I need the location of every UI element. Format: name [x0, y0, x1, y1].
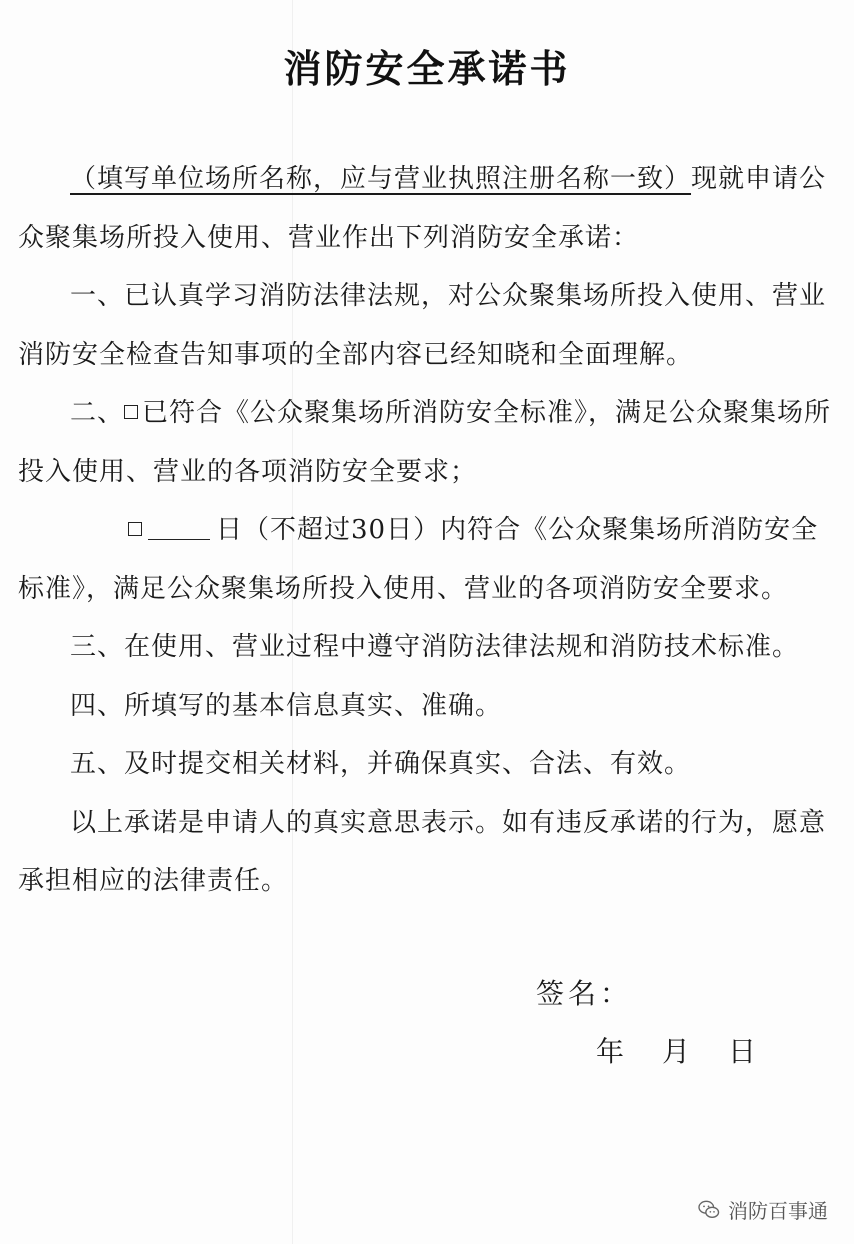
date-month-label: 月	[662, 1035, 691, 1068]
date-line	[596, 1030, 756, 1070]
date-year-label: 年	[596, 1035, 625, 1068]
watermark-text: 消防百事通	[728, 1199, 828, 1223]
item-2-option-b-text: 日（不超过30日）内符合《公众聚集场所消防安全标准》，满足公众聚集场所投入使用、营业的各项消防安全要求。	[18, 515, 819, 604]
checkbox-icon	[128, 522, 142, 536]
signature-label: 签名：	[536, 977, 633, 1010]
intro-rest: 现就申请公众聚集场所投入使用、营业作出下列消防安全承诺：	[18, 164, 827, 253]
item-5: 五、及时提交相关材料，并确保真实、合法、有效。	[70, 749, 692, 779]
document-body	[18, 150, 838, 911]
document-title: 消防安全承诺书	[283, 47, 571, 91]
date-day-label: 日	[728, 1035, 757, 1068]
intro-underlined-placeholder: （填写单位场所名称，应与营业执照注册名称一致）	[70, 164, 692, 194]
item-2-option-b	[18, 501, 838, 618]
item-2-option-a-text: 已符合《公众聚集场所消防安全标准》，满足公众聚集场所投入使用、营业的各项消防安全要求；	[18, 398, 832, 487]
checkbox-icon	[124, 405, 138, 419]
item-1: 一、已认真学习消防法律法规，对公众聚集场所投入使用、营业消防安全检查告知事项的全部内容已经知晓和全面理解。	[18, 281, 827, 370]
closing-paragraph: 以上承诺是申请人的真实意思表示。如有违反承诺的行为，愿意承担相应的法律责任。	[18, 807, 827, 896]
item-3: 三、在使用、营业过程中遵守消防法律法规和消防技术标准。	[70, 632, 800, 662]
intro-paragraph	[18, 150, 838, 267]
watermark	[698, 1195, 828, 1224]
days-blank-field	[148, 519, 210, 540]
item-2-prefix: 二、	[70, 398, 125, 428]
item-4: 四、所填写的基本信息真实、准确。	[70, 690, 503, 721]
wechat-icon	[698, 1200, 720, 1220]
item-2-option-a	[18, 384, 838, 501]
